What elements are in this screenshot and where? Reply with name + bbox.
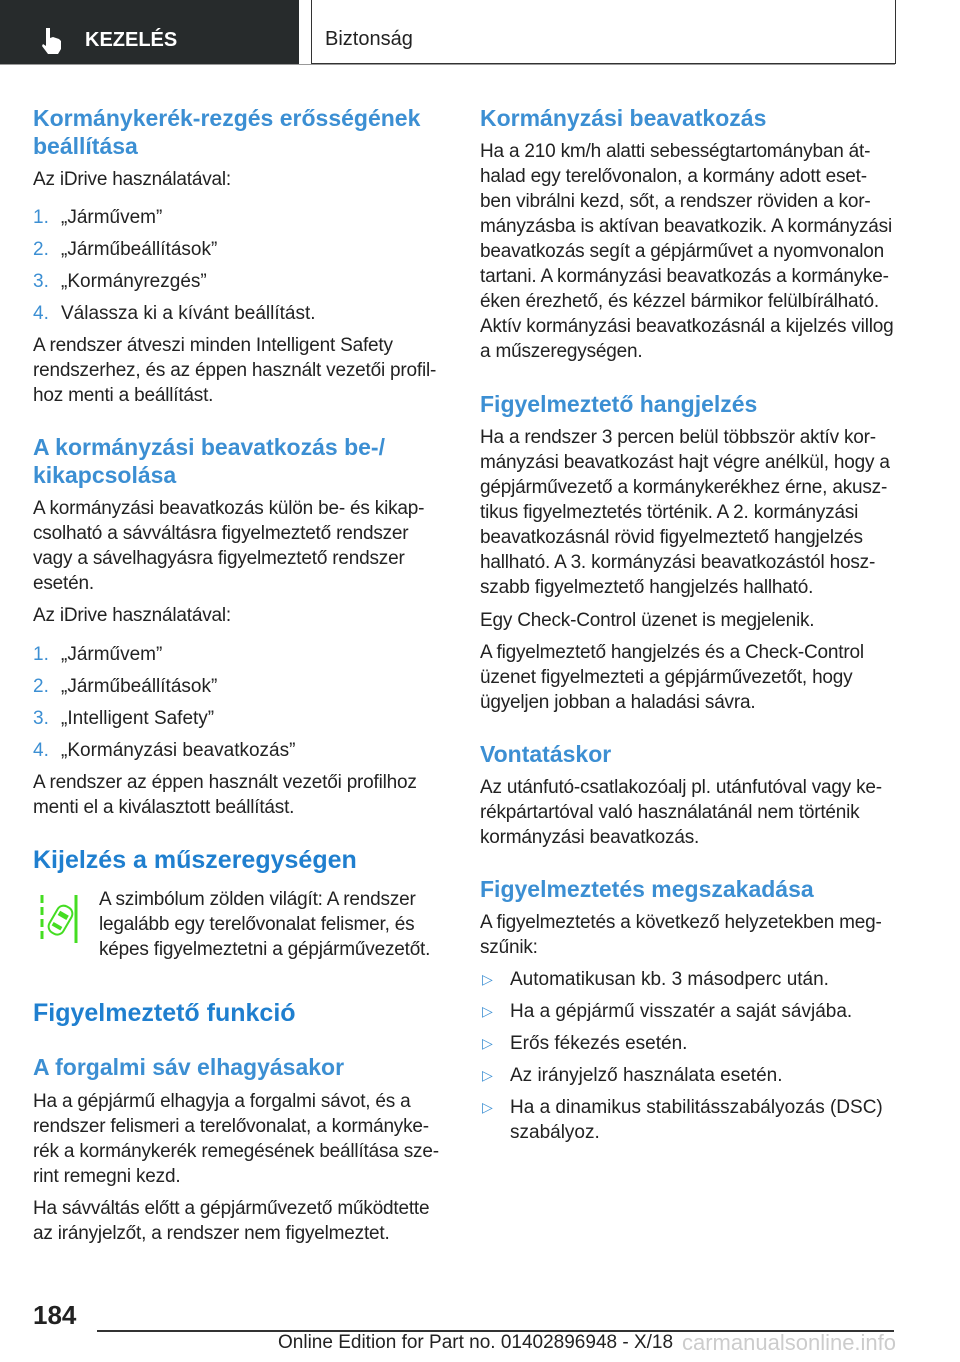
heading-towing: Vontatáskor (480, 741, 612, 767)
page-number: 184 (33, 1300, 77, 1330)
triangle-bullet-icon: ▷ (482, 971, 493, 987)
section-tab (0, 0, 299, 65)
heading-interrupt: Figyelmeztetés megszakadása (480, 876, 814, 902)
idrive-text-1: Az iDrive használatával: (33, 169, 231, 190)
heading-vibration: Kormánykerék-rezgés erősségének beállítása (33, 105, 421, 159)
paragraph: A figyelmeztető hangjelzés és a Check-Control üzenet figyelmezteti a gépjárművezetőt, hogy ügyeljen jobban a haladási sávra. (480, 642, 864, 713)
heading-steering: Kormányzási beavatkozás (480, 105, 767, 131)
symbol-description: A szimbólum zölden világít: A rendszer legalább egy terelővonalat felismer, és képes figyelmeztetni a gépjárművezetőt. (99, 889, 431, 960)
paragraph: Ha a rendszer 3 percen belül többször aktív kor- mányzási beavatkozást hajt végre anélkül, hogy a gépjárművezető a kormánykerékhez érne, akusz- tikus figyelmeztetés történik. A 2. kormányzási beavatkozásnál rövid figyelmeztető hangjelzés hallható. A 3. kormányzási beavatkozástól hosz- szabb figyelmeztető hangjelzés hallható. (480, 427, 890, 598)
paragraph: A rendszer az éppen használt vezetői profilhoz menti el a kiválasztott beállítást. (33, 772, 417, 818)
section-label: KEZELÉS (85, 29, 178, 51)
edition-note: Online Edition for Part no. 01402896948 - X/18 (278, 1332, 674, 1353)
heading-on-off: A kormányzási beavatkozás be-/ kikapcsolása (33, 434, 385, 488)
heading-acoustic: Figyelmeztető hangjelzés (480, 391, 758, 417)
paragraph: A kormányzási beavatkozás külön be- és kikap- csolható a sávváltásra figyelmeztető rendszer vagy a sávelhagyásra figyelmeztető rendszer esetén. (33, 498, 425, 594)
list-item-text: „Járművem” (61, 207, 163, 228)
paragraph: A figyelmeztetés a következő helyzetekben meg- szűnik: (480, 912, 882, 958)
list-item-text: „Kormányzási beavatkozás” (61, 740, 296, 761)
header-divider (0, 64, 895, 65)
heading-leaving-lane: A forgalmi sáv elhagyásakor (33, 1054, 345, 1080)
paragraph: Ha sávváltás előtt a gépjárművezető működtette az irányjelzőt, a rendszer nem figyelmeztet. (33, 1198, 430, 1244)
list-item-text: Erős fékezés esetén. (510, 1033, 688, 1054)
paragraph: A rendszer átveszi minden Intelligent Safety rendszerhez, és az éppen használt vezetői profil- hoz menti a beállítást. (33, 335, 437, 406)
heading-warning-function: Figyelmeztető funkció (33, 999, 296, 1027)
heading-display: Kijelzés a műszeregységen (33, 846, 357, 874)
paragraph: Ha a 210 km/h alatti sebességtartományban át- halad egy terelővonalon, a kormány adott eset- ben vibrálni kezd, sőt, a rendszer röviden a kor- mányzásba is aktívan beavatkozik. A kormányzási beavatkozás segít a gépjárművet a nyomvonalon tartani. A kormányzási beavatkozás a kormányke- éken érezhető, és kézzel bármikor felülbírálható. Aktív kormányzási beavatkozásnál a kijelzés villog a műszeregységen. (480, 141, 894, 362)
watermark: carmanualsonline.info (682, 1330, 897, 1355)
triangle-bullet-icon: ▷ (482, 1067, 493, 1083)
hand-pointer-icon (40, 27, 66, 55)
manual-page: KEZELÉS Biztonság Kormánykerék-rezgés erősségének beállítása Az iDrive használatával: 1. „Járművem” 2. „Járműbeállítások” 3. „Kormányrezgés” 4. Válassza ki a kívánt beállítást. A rendszer átveszi minden Intelligent Safety rendszerhez, és az éppen használt vezetői profil- hoz menti a beállítást. A kormányzási beavatkozás be-/ kikapcsolása A kormányzási beavatkozás külön be- és kikap- csolható a sávváltásra figyelmeztető rendszer vagy a sávelhagyásra figyelmeztető rendszer esetén. Az iDrive használatával: 1. „Járművem” 2. „Járműbeállítások” 3. „Intelligent Safety” 4. „Kormányzási beavatkozás” A rendszer az éppen használt vezetői profilhoz menti el a kiválasztott beállítást. Kijelzés a műszeregységen A szimbólum zölden világít: A rendszer legalább egy terelővonalat felismer, és képes figyelmeztetni a gépjárművezetőt. Figyelmeztető funkció A forgalmi sáv elhagyásakor Ha a gépjármű elhagyja a forgalmi sávot, és a rendszer felismeri a terelővonalat, a kormányke- rék a kormánykerék remegésének beállítása sze- rint remegni kezd. Ha sávváltás előtt a gépjárművezető működtette az irányjelzőt, a rendszer nem figyelmeztet. Kormányzási beavatkozás Ha a 210 km/h alatti sebességtartományban át- halad egy terelővonalon, a kormány adott eset- ben vibrálni kezd, sőt, a rendszer röviden a kor- mányzásba is aktívan beavatkozik. A kormányzási beavatkozás segít a gépjárművet a nyomvonalon tartani. A kormányzási beavatkozás a kormányke- éken érezhető, és kézzel bármikor felülbírálható. Aktív kormányzási beavatkozásnál a kijelzés villog a műszeregységen. Figyelmeztető hangjelzés Ha a rendszer 3 percen belül többször aktív kor- mányzási beavatkozást hajt végre anélkül, hogy a gépjárművezető a kormánykerékhez érne, akusz- tikus figyelmeztetés történik. A 2. kormányzási beavatkozásnál rövid figyelmeztető hangjelzés hallható. A 3. kormányzási beavatkozástól hosz- szabb figyelmeztető hangjelzés hallható. Egy Check-Control üzenet is megjelenik. A figyelmeztető hangjelzés és a Check-Control üzenet figyelmezteti a gépjárművezetőt, hogy ügyeljen jobban a haladási sávra. Vontatáskor Az utánfutó-csatlakozóalj pl. utánfutóval vagy ke- rékpártartóval való használatánál nem történik kormányzási beavatkozás. Figyelmeztetés megszakadása A figyelmeztetés a következő helyzetekben meg- szűnik: ▷ Automatikusan kb. 3 másodperc után. ▷ Ha a gépjármű visszatér a saját sávjába. ▷ Erős fékezés esetén. ▷ Az irányjelző használata esetén. ▷ Ha a dinamikus stabilitásszabályozás (DSC) szabályoz. 184 Online Edition for Part no. 01402896948 - X/18 carmanualsonline.info (0, 0, 960, 1362)
list-item-text: Ha a dinamikus stabilitásszabályozás (DSC) szabályoz. (510, 1097, 883, 1143)
triangle-bullet-icon: ▷ (482, 1003, 493, 1019)
paragraph: Az utánfutó-csatlakozóalj pl. utánfutóval vagy ke- rékpártartóval való használatánál nem történik kormányzási beavatkozás. (480, 777, 882, 848)
list-item-text: „Intelligent Safety” (61, 708, 215, 729)
triangle-bullet-icon: ▷ (482, 1099, 493, 1115)
list-item-text: „Járművem” (61, 644, 163, 665)
paragraph: Ha a gépjármű elhagyja a forgalmi sávot, és a rendszer felismeri a terelővonalat, a kormányke- rék a kormánykerék remegésének beállítása sze- rint remegni kezd. (33, 1091, 439, 1187)
list-item-text: Válassza ki a kívánt beállítást. (61, 303, 316, 324)
list-item-text: „Járműbeállítások” (61, 239, 218, 260)
chapter-tab (311, 0, 896, 64)
idrive-text-2: Az iDrive használatával: (33, 605, 231, 626)
list-item-text: „Járműbeállítások” (61, 676, 218, 697)
chapter-label: Biztonság (325, 28, 413, 50)
list-item-text: Automatikusan kb. 3 másodperc után. (510, 969, 829, 990)
triangle-bullet-icon: ▷ (482, 1035, 493, 1051)
paragraph: Egy Check-Control üzenet is megjelenik. (480, 610, 815, 631)
list-item-text: „Kormányrezgés” (61, 271, 207, 292)
list-item-text: Az irányjelző használata esetén. (510, 1065, 783, 1086)
list-item-text: Ha a gépjármű visszatér a saját sávjába. (510, 1001, 853, 1022)
lane-departure-symbol-icon (38, 893, 82, 945)
